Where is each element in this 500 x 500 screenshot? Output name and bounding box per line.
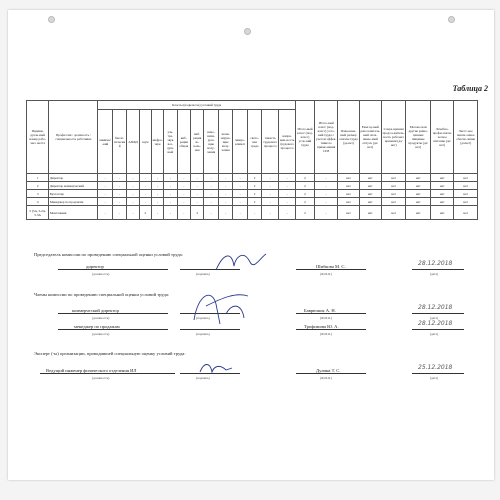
row-factor-class: - [262,182,279,190]
row-factor-class: - [177,198,190,206]
member-date: 28.12.2018 [418,304,453,311]
row-factor-class: - [218,190,233,198]
header-final-class-siz: Итого-вый класс (под-класс) усло-вий труда с учетом эффек-тивного приме-нения СИЗ [314,101,337,174]
chair-date: 28.12.2018 [418,260,453,267]
row-factor-class: - [139,190,151,198]
member-date: 28.12.2018 [418,320,453,327]
row-factor-class: - [177,182,190,190]
row-factor-class: - [127,174,139,182]
expert-signature [196,358,236,378]
row-final-class: 2 [296,198,315,206]
chair-heading: Председатель комиссии по проведению специальной оценки условий труда: [34,252,183,257]
punch-hole [48,16,55,23]
row-factor-class: - [218,198,233,206]
row-extra: нет [406,198,431,206]
header-workplace-number: Индиви-дуаль-ный номер рабо-чего места [27,101,49,174]
row-factor-class: - [112,198,127,206]
row-factor-class: - [98,206,113,220]
row-factor-class: - [112,206,127,220]
row-extra: нет [406,190,431,198]
row-factor-class: - [164,182,177,190]
row-extra: нет [338,190,359,198]
row-factor-class: - [204,198,219,206]
row-factor-class: 2 [139,206,151,220]
row-factor-class: - [218,182,233,190]
table-row [27,206,478,220]
member-name: Трофимова Ю. А. [304,324,339,329]
row-factor-class: - [151,190,163,198]
row-profession: Директор коммерческий [49,182,98,190]
row-factor-class: - [98,174,113,182]
row-final-class: 2 [296,182,315,190]
table-row [27,198,478,206]
expert-name: Дулина Т. С. [316,368,341,373]
row-factor-class: - [112,190,127,198]
expert-date: 25.12.2018 [418,364,453,371]
row-extra: нет [431,206,454,220]
table-title: Таблица 2 [452,84,488,93]
row-extra: нет [454,190,478,198]
table-row [27,174,478,182]
row-factor-class: - [164,206,177,220]
row-factor-class: - [190,182,203,190]
row-extra: нет [381,174,406,182]
header-extra: Ежегод-ный допол-нитель-ный опла-чивае-мый отпуск (да/нет) [359,101,381,174]
header-factor: химичес-кий [98,110,113,174]
results-table [26,100,478,220]
header-factor: свето-вая среда [247,110,262,174]
row-factor-class: - [233,198,248,206]
row-factor-class: - [112,182,127,190]
row-factor-class: - [204,174,219,182]
row-extra: нет [454,174,478,182]
member-position: менеджер по продажам [74,324,120,329]
row-extra: нет [381,198,406,206]
member-signature [186,284,256,334]
row-final-class-siz: - [314,206,337,220]
row-factor-class: - [204,182,219,190]
header-factor: иони-зирую-щие излу-чения [218,110,233,174]
header-factor: микро-климат [233,110,248,174]
row-factor-class: 2 [247,174,262,182]
row-factor-class: - [127,206,139,220]
row-final-class: 2 [296,190,315,198]
row-extra: нет [359,190,381,198]
row-factor-class: - [190,198,203,206]
row-factor-class: - [177,174,190,182]
member-name: Баврюшок А. Н. [304,308,336,313]
row-final-class-siz: - [314,190,337,198]
row-factor-class: - [233,182,248,190]
header-extra: Лечебно-профи-лакти-ческое питание (да/нет) [431,101,454,174]
header-factor: виб-рация ло-каль-ная [190,110,203,174]
row-factor-class: - [127,198,139,206]
table-row [27,190,478,198]
row-extra: нет [338,174,359,182]
header-extra: Повы-шен-ный размер оплаты труда (да,нет) [338,101,359,174]
row-id: 2 [27,182,49,190]
row-final-class: 2 [296,174,315,182]
row-factor-class: - [279,182,296,190]
row-factor-class: - [98,190,113,198]
chair-name: Шибкова М. С. [316,264,346,269]
row-extra: нет [431,182,454,190]
row-id: 5 (5А, 5.2А, 5.3А [27,206,49,220]
row-factor-class: - [151,174,163,182]
row-factor-class: - [139,182,151,190]
row-extra: нет [359,198,381,206]
row-factor-class: - [204,206,219,220]
header-factor: тяжесть трудового процесса [262,110,279,174]
row-extra: нет [381,190,406,198]
row-factor-class: - [247,206,262,220]
row-factor-class: - [112,174,127,182]
row-extra: нет [431,190,454,198]
row-factor-class: - [139,174,151,182]
header-factor: уль-тра-звук воз-душ-ный [164,110,177,174]
header-factor: АПФД [127,110,139,174]
row-profession: Директор [49,174,98,182]
row-extra: нет [454,206,478,220]
row-factor-class: - [262,198,279,206]
row-factor-class: - [279,174,296,182]
punch-hole [244,28,251,35]
row-final-class-siz: - [314,198,337,206]
row-extra: нет [359,182,381,190]
document-sheet [8,10,494,480]
row-extra: нет [338,182,359,190]
row-factor-class: - [98,198,113,206]
header-conditions-group: Классы (подклассы) условий труда [98,101,296,110]
row-factor-class: - [262,190,279,198]
row-factor-class: - [204,190,219,198]
row-factor-class: - [98,182,113,190]
row-extra: нет [359,206,381,220]
table-row [27,182,478,190]
row-factor-class: - [218,174,233,182]
row-extra: нет [381,182,406,190]
header-factor: биоло-гический [112,110,127,174]
row-factor-class: 2 [190,206,203,220]
header-final-class: Итого-вый класс (под-класс) усло-вий труда [296,101,315,174]
row-factor-class: - [177,190,190,198]
row-factor-class: - [233,190,248,198]
row-extra: нет [431,174,454,182]
row-factor-class: - [262,174,279,182]
row-factor-class: - [164,198,177,206]
row-extra: нет [454,182,478,190]
row-factor-class: - [279,198,296,206]
row-final-class-siz: - [314,182,337,190]
row-final-class: 2 [296,206,315,220]
row-factor-class: - [233,206,248,220]
member-position: коммерческий директор [72,308,119,313]
header-profession: Профессия / должность / специальность работника [49,101,98,174]
row-profession: Менеджер по продажам [49,198,98,206]
row-factor-class: - [262,206,279,220]
row-factor-class: - [151,206,163,220]
chair-position: директор [86,264,104,269]
header-extra: Сокра-щенная продол-житель-ность рабочего времени (да/нет) [381,101,406,174]
row-factor-class: - [164,174,177,182]
row-factor-class: - [218,206,233,220]
row-factor-class: - [139,198,151,206]
header-factor: неио-низи-рую-щие излу-чения [204,110,219,174]
header-factor: виб-рация общая [177,110,190,174]
row-factor-class: - [127,190,139,198]
row-extra: нет [454,198,478,206]
header-factor: напря-жен-ность трудового процесса [279,110,296,174]
header-factor: инфра-звук [151,110,163,174]
row-factor-class: - [151,198,163,206]
row-factor-class: - [233,174,248,182]
row-extra: нет [338,206,359,220]
row-factor-class: - [164,190,177,198]
row-profession: Монтажник [49,206,98,220]
row-factor-class: 2 [247,182,262,190]
row-factor-class: 2 [247,190,262,198]
row-extra: нет [406,182,431,190]
expert-position: Ведущий инженер физического отделения ИЛ [46,368,137,373]
row-factor-class: - [190,174,203,182]
members-heading: Члены комиссии по проведению специальной оценки условий труда: [34,292,170,297]
row-factor-class: - [127,182,139,190]
row-extra: нет [359,174,381,182]
punch-hole [448,16,455,23]
row-factor-class: - [279,206,296,220]
row-extra: нет [406,206,431,220]
chair-signature [210,248,270,276]
row-extra: нет [406,174,431,182]
header-extra: Льгот-ное пенси-онное обеспе-чение (да/нет) [454,101,478,174]
row-factor-class: 2 [247,198,262,206]
row-factor-class: - [177,206,190,220]
expert-heading: Эксперт (-ы) организации, проводившей специальную оценку условий труда: [34,351,186,356]
row-id: 1 [27,174,49,182]
row-id: 4 [27,198,49,206]
row-id: 3 [27,190,49,198]
row-factor-class: - [190,190,203,198]
row-profession: Бухгалтер [49,190,98,198]
row-extra: нет [338,198,359,206]
header-extra: Молоко или другие равно-ценные пищевые продукты (да/нет) [406,101,431,174]
row-factor-class: - [151,182,163,190]
header-factor: шум [139,110,151,174]
row-final-class-siz: - [314,174,337,182]
row-extra: нет [381,206,406,220]
row-extra: нет [431,198,454,206]
row-factor-class: - [279,190,296,198]
